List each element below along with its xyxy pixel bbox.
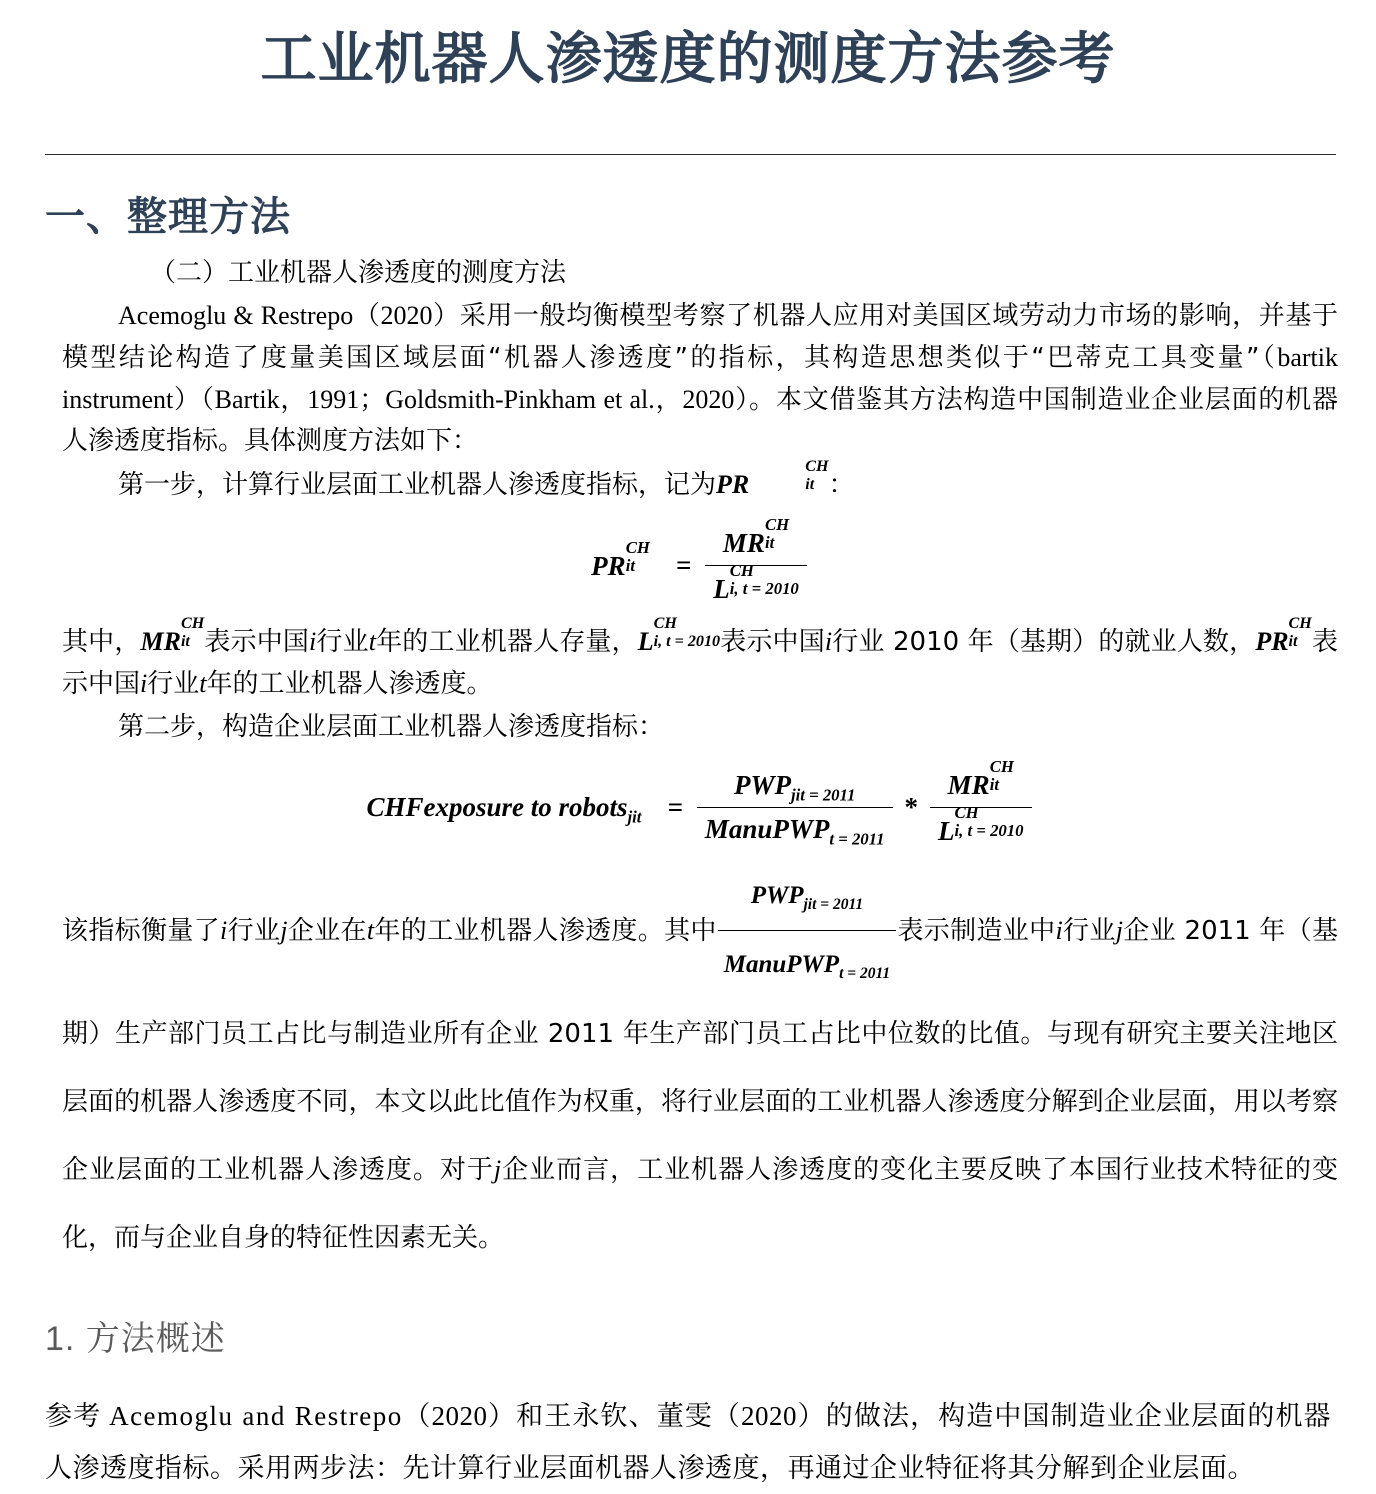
- formula-2-f1-denominator: ManuPWP$_{t = 2011}$: [704, 813, 885, 849]
- exp-t4: 年的工业机器人渗透度。其中: [374, 915, 717, 946]
- formula-2-f2-denominator: L CH i, t = 2010: [938, 802, 1024, 846]
- symbol-t-3: t: [366, 915, 375, 945]
- symbol-j-3: j: [493, 1154, 502, 1184]
- symbol-pr-ch-it: PR CH it: [716, 458, 829, 499]
- paragraph-step-2: 第二步，构造企业层面工业机器人渗透度指标：: [118, 711, 665, 742]
- formula-1-lhs: PR CH it: [591, 537, 650, 581]
- symbol-mr-ch-it: MR CH it: [140, 615, 205, 656]
- paragraph-intro-cn-b: 。本文借鉴其方法构造中国制造业企业层面的机器人渗透度指标。具体测度方法如下：: [62, 384, 1338, 456]
- aff1-t5: 表示中国: [720, 626, 825, 657]
- formula-2-equals: =: [667, 791, 683, 822]
- exp-t7: 企业 2011 年（基期）生产部门员工占比与制造业所有企业 2011 年生产部门员工占比中位数的比值。与现有研究主要关注地区层面的机器人渗透度不同，本文以此比值作为权重，将行业层面的工业机器人渗透度分解到企业层面，用以考察企业层面的工业机器人渗透度。对于: [62, 915, 1338, 1185]
- exp-t1: 该指标衡量了: [62, 915, 221, 946]
- aff1-t2: 表示中国: [204, 626, 310, 657]
- symbol-i-1: i: [309, 626, 317, 656]
- term-bartik-instrument: （bartik instrument）: [62, 342, 1338, 414]
- exp-t8: 企业而言，工业机器人渗透度的变化主要反映了本国行业技术特征的变化，而与企业自身的特征性因素无关。: [62, 1154, 1338, 1253]
- symbol-j-2: j: [1115, 915, 1123, 945]
- aff1-t3: 行业: [316, 626, 369, 657]
- citation-acemoglu-restrepo: Acemoglu & Restrepo: [118, 300, 354, 330]
- citations-bartik-goldsmith: （Bartik，1991；Goldsmith-Pinkham et al.，2020）: [200, 384, 750, 414]
- symbol-i-4: i: [220, 915, 228, 945]
- step-1-colon: ：: [828, 469, 855, 500]
- aff1-t9: 年的工业机器人渗透度。: [206, 668, 493, 699]
- formula-2-f2-numerator: MR CH it: [947, 756, 1014, 800]
- formula-2-multiply: *: [904, 791, 918, 822]
- symbol-t-1: t: [368, 626, 376, 656]
- aff1-t4: 年的工业机器人存量，: [375, 626, 638, 657]
- symbol-i-5: i: [1055, 915, 1063, 945]
- exp-t3: 企业在: [287, 915, 367, 946]
- section-heading-1: 一、整理方法: [45, 194, 291, 239]
- paragraph-intro-cn-a: 采用一般均衡模型考察了机器人应用对美国区域劳动力市场的影响，并基于模型结论构造了度量美国区域层面“机器人渗透度”的指标，其构造思想类似于“巴蒂克工具变量”: [62, 300, 1338, 373]
- paragraph-method-overview: [45, 1390, 1331, 1494]
- formula-1-numerator: MR CH it: [722, 514, 790, 558]
- section-1-body: [62, 253, 1338, 1272]
- inline-fraction-numerator: $PWP_{jit = 2011}$: [750, 881, 864, 913]
- symbol-i-2: i: [824, 626, 833, 656]
- formula-2-lhs: CHFexposure to robots$_{jit}$: [366, 791, 642, 827]
- citation-acemoglu-and-restrepo: Acemoglu and Restrepo: [109, 1401, 403, 1432]
- formula-1-denominator: L CH i, t = 2010: [713, 560, 799, 604]
- tail-cn-1: 和王永钦、董雯: [516, 1401, 713, 1432]
- formula-1: [62, 514, 1338, 611]
- paragraph-after-formula-1: [62, 615, 1338, 705]
- formula-2-f1-numerator: $PWP_{jit = 2011}$: [733, 769, 856, 805]
- formula-2: [62, 756, 1338, 853]
- citation-year-2020: （2020）: [353, 300, 460, 330]
- formula-1-fraction: [705, 514, 807, 611]
- step-1-label: 第一步，计算行业层面工业机器人渗透度指标，记为: [118, 469, 717, 500]
- inline-fraction-pwp-ratio: [718, 862, 896, 999]
- formula-2-fraction-1: [697, 764, 893, 851]
- symbol-pr-ch-it-2: PR CH it: [1255, 615, 1312, 656]
- tail-lead: 参考: [45, 1401, 110, 1432]
- section-heading-2: 1. 方法概述: [45, 1319, 226, 1358]
- exp-t2: 行业: [227, 915, 281, 946]
- aff1-t7: 表示中国: [62, 626, 1338, 699]
- aff1-t8: 行业: [147, 668, 200, 699]
- tail-year-2: （2020）: [712, 1401, 826, 1432]
- symbol-t-2: t: [199, 668, 207, 698]
- page-title: 工业机器人渗透度的测度方法参考: [260, 27, 1116, 90]
- formula-1-equals: =: [675, 549, 692, 580]
- exp-t6: 行业: [1062, 915, 1116, 946]
- subsection-heading: （二）工业机器人渗透度的测度方法: [150, 257, 567, 288]
- paragraph-step-1: [62, 458, 1338, 506]
- symbol-j-1: j: [280, 915, 288, 945]
- title-divider: [45, 154, 1336, 155]
- tail-year-1: （2020）: [402, 1401, 517, 1432]
- tail-cn-2: 的做法，构造中国制造业企业层面的机器人渗透度指标。采用两步法：先计算行业层面机器人渗透度，再通过企业特征将其分解到企业层面。: [45, 1401, 1332, 1484]
- inline-fraction-denominator: ManuPWP$_{t = 2011}$: [723, 950, 891, 982]
- aff1-t1: 其中，: [62, 626, 141, 657]
- symbol-l-ch-i-2010: L CH i, t = 2010: [637, 615, 721, 656]
- formula-2-fraction-2: [930, 756, 1032, 853]
- symbol-i-3: i: [140, 668, 148, 698]
- paragraph-explanation: [62, 863, 1338, 1272]
- paragraph-intro: [62, 295, 1338, 462]
- aff1-t6: 行业 2010 年（基期）的就业人数，: [832, 626, 1256, 657]
- exp-t5: 表示制造业中: [897, 915, 1056, 946]
